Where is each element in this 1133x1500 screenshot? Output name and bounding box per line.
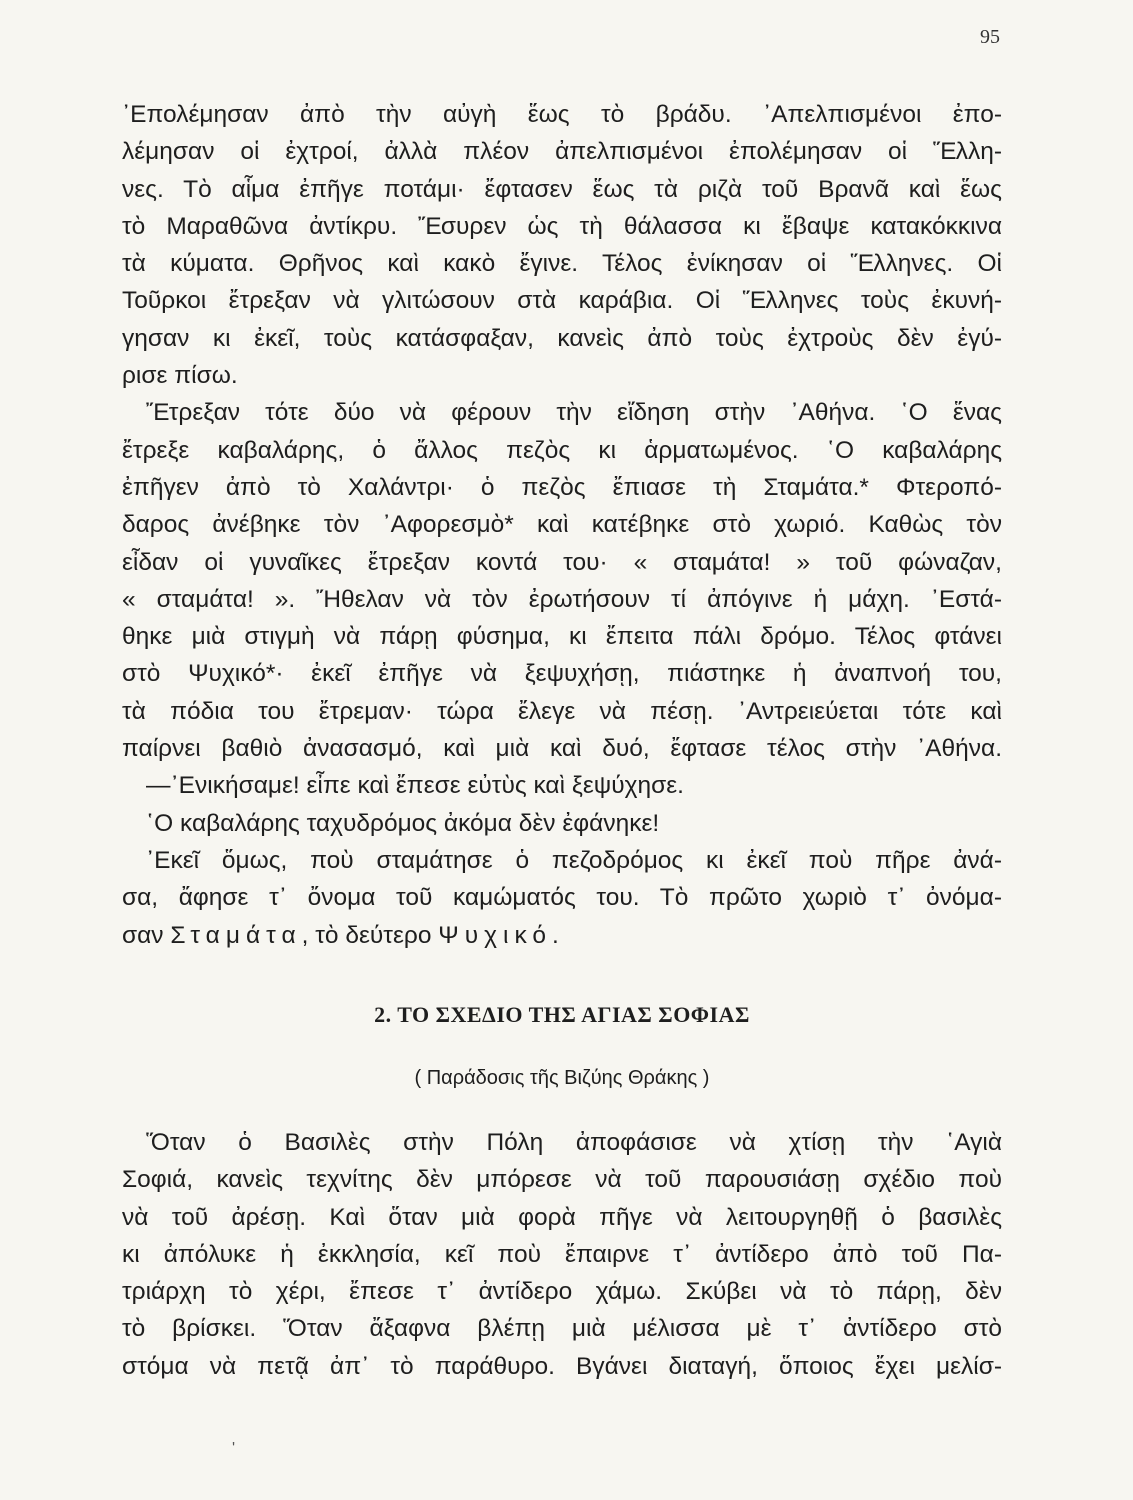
text-line: Τοῦρκοι ἔτρεξαν νὰ γλιτώσουν στὰ καράβια. Οἱ Ἕλληνες τοὺς ἐκυνή- xyxy=(122,287,1002,315)
ink-mark: ' xyxy=(232,1440,236,1457)
page-number: 95 xyxy=(980,26,1000,48)
text-line: Σοφιά, κανεὶς τεχνίτης δὲν μπόρεσε νὰ τοῦ παρουσιάσῃ σχέδιο ποὺ xyxy=(122,1166,1002,1194)
text-line: εἶδαν οἱ γυναῖκες ἔτρεξαν κοντά του· « σταμάτα! » τοῦ φώναζαν, xyxy=(122,548,1002,576)
text-line: τὸ Μαραθῶνα ἀντίκρυ. Ἔσυρεν ὡς τὴ θάλασσα κι ἔβαψε κατακόκκινα xyxy=(122,212,1002,240)
text-fragment: σαν xyxy=(122,921,164,949)
text-line: στὸ Ψυχικό*· ἐκεῖ ἐπῆγε νὰ ξεψυχήσῃ, πιάστηκε ἡ ἀναπνοή του, xyxy=(122,660,1002,688)
story1-text xyxy=(122,96,1002,954)
text-line: ρισε πίσω. xyxy=(122,362,238,390)
text-line: τὸ βρίσκει. Ὅταν ἄξαφνα βλέπῃ μιὰ μέλισσα μὲ τ᾿ ἀντίδερο στὸ xyxy=(122,1315,1002,1343)
text-line: σα, ἄφησε τ᾿ ὄνομα τοῦ καμώματός του. Τὸ πρῶτο χωριὸ τ᾿ ὀνόμα- xyxy=(122,884,1002,912)
section-subtitle: ( Παράδοσις τῆς Βιζύης Θράκης ) xyxy=(414,1067,710,1089)
village-name-psychiko: Ψυχικό xyxy=(438,921,553,949)
text-line: λέμησαν οἱ ἐχτροί, ἀλλὰ πλέον ἀπελπισμένοι ἐπολέμησαν οἱ Ἕλλη- xyxy=(122,138,1002,166)
text-line: τριάρχη τὸ χέρι, ἔπεσε τ᾿ ἀντίδερο χάμω. Σκύβει νὰ τὸ πάρῃ, δὲν xyxy=(122,1278,1002,1306)
text-line: Ἔτρεξαν τότε δύο νὰ φέρουν τὴν εἴδηση στὴν ᾿Αθήνα. ῾Ο ἕνας xyxy=(146,399,1002,427)
text-line: Ὅταν ὁ Βασιλὲς στὴν Πόλη ἀποφάσισε νὰ χτίσῃ τὴν ῾Αγιὰ xyxy=(146,1129,1002,1156)
text-line: ῾Ο καβαλάρης ταχυδρόμος ἀκόμα δὲν ἐφάνηκε! xyxy=(146,809,660,837)
text-line: « σταμάτα! ». Ἤθελαν νὰ τὸν ἐρωτήσουν τί ἀπόγινε ἡ μάχη. ᾿Εστά- xyxy=(122,585,1002,613)
village-name-stamata: Σταμάτα xyxy=(170,921,302,949)
text-fragment: , τὸ δεύτερο xyxy=(301,921,432,949)
text-line: θηκε μιὰ στιγμὴ νὰ πάρῃ φύσημα, κι ἔπειτα πάλι δρόμο. Τέλος φτάνει xyxy=(122,623,1002,651)
text-line: στόμα νὰ πετᾷ ἀπ᾿ τὸ παράθυρο. Βγάνει διαταγή, ὅποιος ἔχει μελίσ- xyxy=(122,1352,1002,1380)
text-line: ἔτρεξε καβαλάρης, ὁ ἄλλος πεζὸς κι ἁρματωμένος. ῾Ο καβαλάρης xyxy=(122,436,1002,464)
section-title: 2. ΤΟ ΣΧΕΔΙΟ ΤΗΣ ΑΓΙΑΣ ΣΟΦΙΑΣ xyxy=(374,1002,750,1027)
story2-text xyxy=(122,1124,1002,1385)
text-line: ᾿Επολέμησαν ἀπὸ τὴν αὐγὴ ἕως τὸ βράδυ. ᾿Απελπισμένοι ἐπο- xyxy=(122,101,1002,128)
text-line: γησαν κι ἐκεῖ, τοὺς κατάσφαξαν, κανεὶς ἀπὸ τοὺς ἐχτροὺς δὲν ἐγύ- xyxy=(122,324,1002,352)
text-line: δαρος ἀνέβηκε τὸν ᾿Αφορεσμὸ* καὶ κατέβηκε στὸ χωριό. Καθὼς τὸν xyxy=(122,511,1002,539)
text-line: τὰ κύματα. Θρῆνος καὶ κακὸ ἔγινε. Τέλος ἐνίκησαν οἱ Ἕλληνες. Οἱ xyxy=(122,250,1002,278)
text-line: νες. Τὸ αἷμα ἐπῆγε ποτάμι· ἔφτασεν ἕως τὰ ριζὰ τοῦ Βρανᾶ καὶ ἕως xyxy=(122,175,1002,203)
text-line: κι ἀπόλυκε ἡ ἐκκλησία, κεῖ ποὺ ἔπαιρνε τ᾿ ἀντίδερο ἀπὸ τοῦ Πα- xyxy=(122,1240,1002,1268)
text-line: ᾿Εκεῖ ὅμως, ποὺ σταμάτησε ὁ πεζοδρόμος κι ἐκεῖ ποὺ πῆρε ἀνά- xyxy=(146,846,1002,874)
text-line: ἐπῆγεν ἀπὸ τὸ Χαλάντρι· ὁ πεζὸς ἔπιασε τὴ Σταμάτα.* Φτεροπό- xyxy=(122,473,1002,501)
text-line: νὰ τοῦ ἀρέσῃ. Καὶ ὅταν μιὰ φορὰ πῆγε νὰ λειτουργηθῇ ὁ βασιλὲς xyxy=(122,1203,1002,1231)
text-line: τὰ πόδια του ἔτρεμαν· τώρα ἔλεγε νὰ πέσῃ. ᾿Αντρειεύεται τότε καὶ xyxy=(122,697,1002,725)
dialogue-line: —᾿Ενικήσαμε! εἶπε καὶ ἔπεσε εὐτὺς καὶ ξεψύχησε. xyxy=(146,772,684,800)
text-line: παίρνει βαθιὸ ἀνασασμό, καὶ μιὰ καὶ δυό, ἔφτασε τέλος στὴν ᾿Αθήνα. xyxy=(122,735,1002,763)
text-fragment: . xyxy=(552,921,559,949)
text-line xyxy=(122,917,1002,954)
